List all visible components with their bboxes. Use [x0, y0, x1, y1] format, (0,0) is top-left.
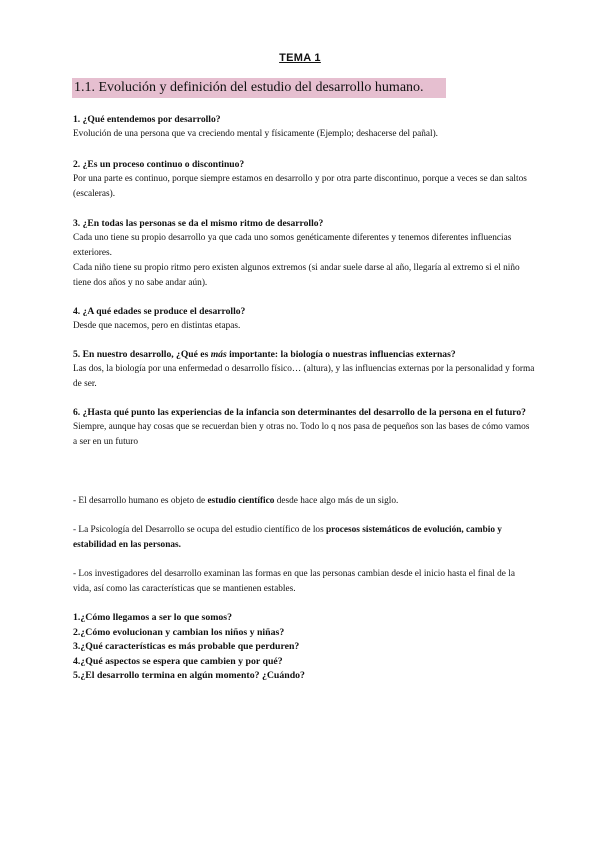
qa-block-6	[73, 405, 535, 450]
question-5-part-b: importante: la biología o nuestras influencias externas?	[226, 349, 456, 360]
answer-6: Siempre, aunque hay cosas que se recuerdan bien y otras no. Todo lo q nos pasa de pequeños son las bases de cómo vamos a ser en un futuro	[73, 422, 530, 447]
question-2: 2. ¿Es un proceso continuo o discontinuo?	[73, 159, 245, 170]
questions-list	[73, 611, 535, 684]
question-1: 1. ¿Qué entendemos por desarrollo?	[73, 114, 221, 125]
qa-block-1	[73, 112, 535, 142]
answer-5: Las dos, la biología por una enfermedad o desarrollo físico… (altura), y las influencias externas por la personalidad y forma de ser.	[73, 364, 535, 389]
bullet-1-bold: estudio científico	[207, 496, 275, 506]
answer-1: Evolución de una persona que va creciendo mental y físicamente (Ejemplo; deshacerse del pañal).	[73, 129, 439, 139]
bullet-3-text: - Los investigadores del desarrollo examinan las formas en que las personas cambian desde el inicio hasta el final de la vida, así como las características que se mantienen estables.	[73, 569, 515, 594]
bullet-1	[73, 494, 535, 509]
question-4: 4. ¿A qué edades se produce el desarrollo?	[73, 306, 246, 317]
list-item: 2.¿Cómo evolucionan y cambian los niños y niñas?	[73, 626, 285, 638]
qa-block-5	[73, 347, 535, 392]
bullet-2-bold: procesos sistemáticos de evolución, cambio y estabilidad en las personas.	[73, 525, 502, 550]
qa-block-4	[73, 304, 535, 334]
answer-3b: Cada niño tiene su propio ritmo pero existen algunos extremos (si andar suele darse al año, llegaría al extremo si el niño tiene dos años y no sabe andar aún).	[73, 263, 520, 288]
list-item: 4.¿Qué aspectos se espera que cambien y por qué?	[73, 655, 283, 667]
qa-block-3	[73, 216, 535, 291]
list-item: 1.¿Cómo llegamos a ser lo que somos?	[73, 612, 233, 623]
question-5-part-a: 5. En nuestro desarrollo, ¿Qué es	[73, 349, 211, 360]
answer-2: Por una parte es continuo, porque siempre estamos en desarrollo y por otra parte discontinuo, porque a veces se dan saltos (escaleras).	[73, 174, 527, 199]
question-5	[73, 347, 535, 362]
bullet-1-text: - El desarrollo humano es objeto de	[73, 496, 208, 506]
list-item: 5.¿El desarrollo termina en algún momento? ¿Cuándo?	[73, 670, 305, 681]
bullet-1-tail: desde hace algo más de un siglo.	[274, 496, 399, 506]
bullet-2	[73, 523, 535, 553]
question-5-emphasis: más	[210, 349, 227, 360]
page-title: TEMA 1	[279, 52, 321, 64]
bullet-3	[73, 567, 535, 597]
question-3: 3. ¿En todas las personas se da el mismo ritmo de desarrollo?	[73, 218, 324, 229]
bullet-2-text: - La Psicología del Desarrollo se ocupa del estudio científico de los	[73, 525, 327, 535]
question-6: 6. ¿Hasta qué punto las experiencias de la infancia son determinantes del desarrollo de la persona en el futuro?	[73, 407, 526, 418]
section-heading: 1.1. Evolución y definición del estudio del desarrollo humano.	[72, 78, 446, 98]
answer-4: Desde que nacemos, pero en distintas etapas.	[73, 321, 241, 331]
answer-3a: Cada uno tiene su propio desarrollo ya que cada uno somos genéticamente diferentes y tenemos diferentes influencias exteriores.	[73, 233, 512, 258]
list-item: 3.¿Qué características es más probable que perduren?	[73, 641, 300, 652]
qa-block-2	[73, 157, 535, 202]
